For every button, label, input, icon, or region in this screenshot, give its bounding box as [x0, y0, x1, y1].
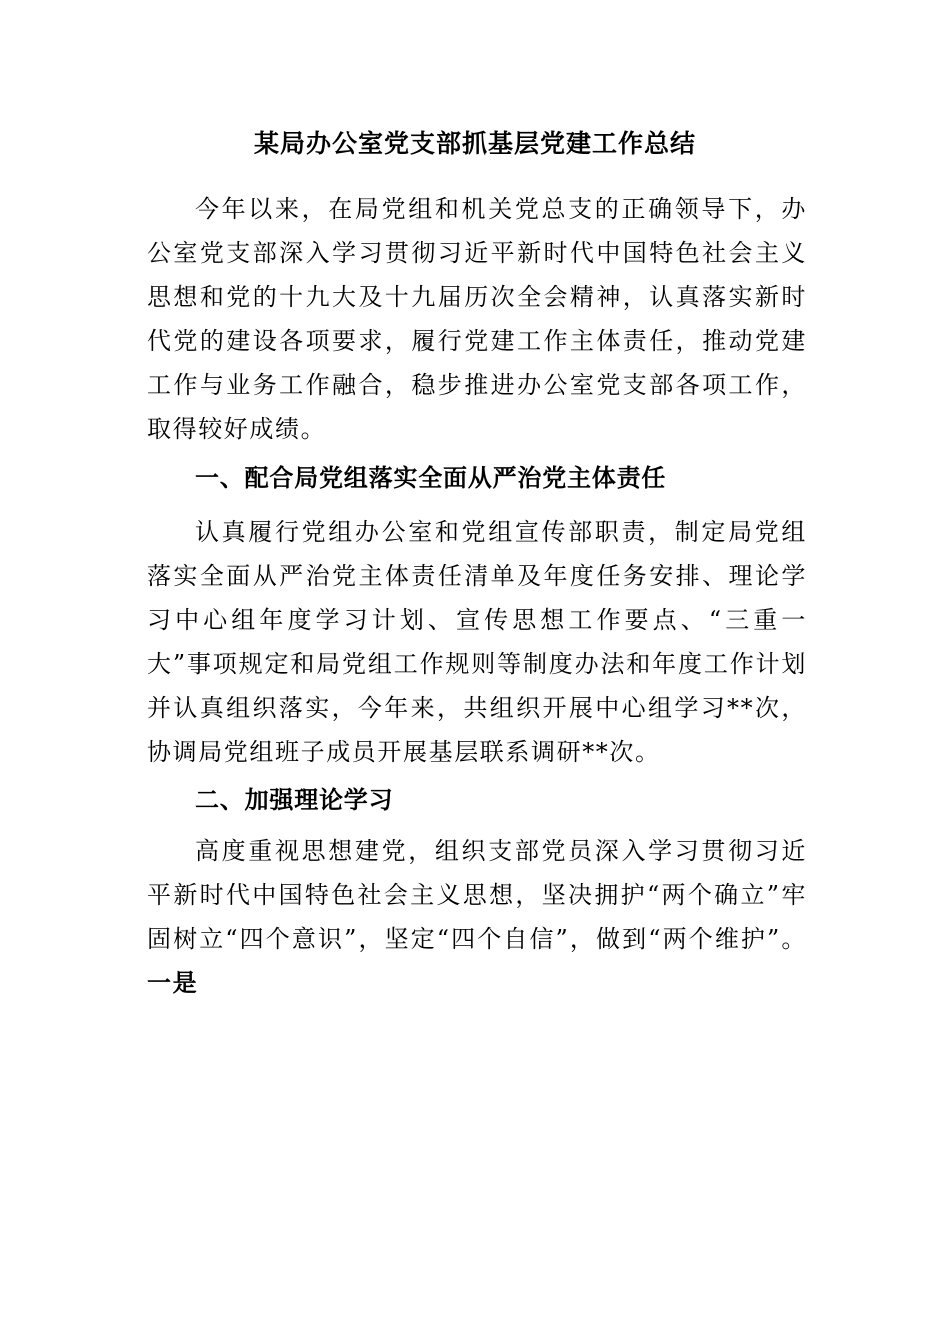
section-2-heading: 二、加强理论学习 — [195, 785, 394, 814]
section-2-paragraph — [147, 829, 807, 1005]
intro-paragraph: 今年以来，在局党组和机关党总支的正确领导下，办公室党支部深入学习贯彻习近平新时代中国特色社会主义思想和党的十九大及十九届历次全会精神，认真落实新时代党的建设各项要求，履行党建工作主体责任，推动党建工作与业务工作融合，稳步推进办公室党支部各项工作，取得较好成绩。 — [147, 195, 807, 443]
section-1-heading-block — [147, 456, 807, 500]
section-1-heading: 一、配合局党组落实全面从严治党主体责任 — [195, 463, 667, 492]
section-1-paragraph-block — [147, 510, 807, 774]
section-2-heading-block — [147, 778, 807, 822]
section-1-paragraph: 认真履行党组办公室和党组宣传部职责，制定局党组落实全面从严治党主体责任清单及年度任务安排、理论学习中心组年度学习计划、宣传思想工作要点、“三重一大”事项规定和局党组工作规则等制度办法和年度工作计划并认真组织落实，今年来，共组织开展中心组学习**次，协调局党组班子成员开展基层联系调研**次。 — [147, 518, 807, 766]
section-2-paragraph-block — [147, 829, 807, 1005]
document-title: 某局办公室党支部抓基层党建工作总结 — [253, 129, 696, 158]
section-2-paragraph-tail: 一是 — [147, 968, 199, 997]
section-2-paragraph-text: 高度重视思想建党，组织支部党员深入学习贯彻习近平新时代中国特色社会主义思想，坚决拥护“两个确立”牢固树立“四个意识”，坚定“四个自信”，做到“两个维护”。 — [147, 837, 807, 953]
intro-paragraph-block — [147, 187, 807, 451]
